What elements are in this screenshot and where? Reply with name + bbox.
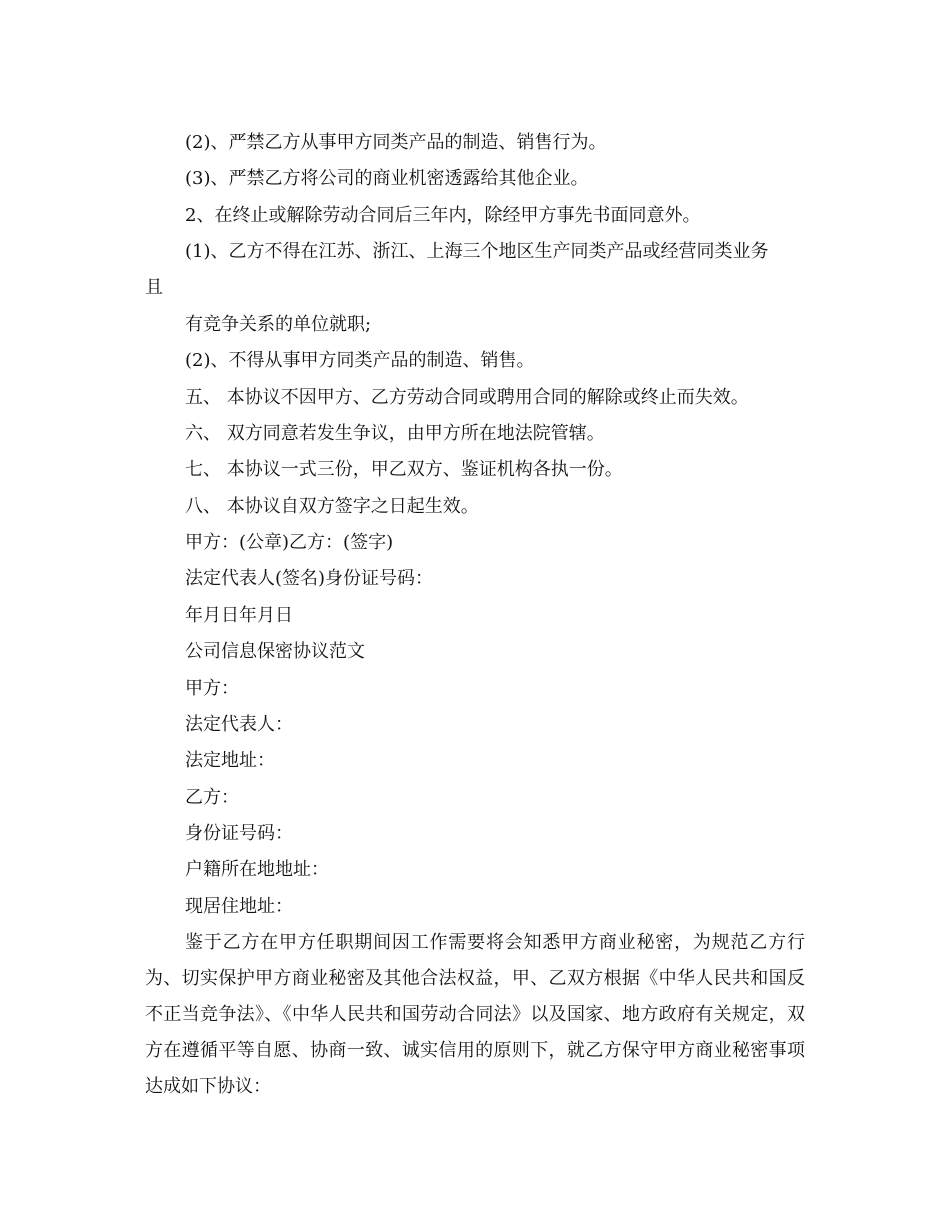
- party-field: 法定地址：: [185, 750, 275, 771]
- party-field: 法定代表人：: [185, 714, 293, 735]
- clause-line: 六、 双方同意若发生争议，由甲方所在地法院管辖。: [185, 423, 605, 444]
- clause-line: 2、在终止或解除劳动合同后三年内，除经甲方事先书面同意外。: [185, 205, 701, 226]
- preamble-paragraph: 鉴于乙方在甲方任职期间因工作需要将会知悉甲方商业秘密，为规范乙方行为、切实保护甲方商业秘密及其他合法权益，甲、乙双方根据《中华人民共和国反不正当竞争法》、《中华人民共和国劳动合同法》以及国家、地方政府有关规定，双方在遵循平等自愿、协商一致、诚实信用的原则下，就乙方保守甲方商业秘密事项达成如下协议：: [145, 932, 805, 1097]
- signature-line: 甲方：(公章)乙方：(签字): [185, 532, 394, 553]
- clause-line: 七、 本协议一式三份，甲乙双方、鉴证机构各执一份。: [185, 459, 623, 480]
- party-field: 乙方：: [185, 787, 239, 808]
- date-line: 年月日年月日: [185, 605, 293, 626]
- clause-line: (3)、严禁乙方将公司的商业机密透露给其他企业。: [185, 168, 589, 189]
- clause-line: (2)、不得从事甲方同类产品的制造、销售。: [185, 350, 535, 371]
- clause-line: (1)、乙方不得在江苏、浙江、上海三个地区生产同类产品或经营同类业务: [185, 241, 769, 262]
- clause-line: 五、 本协议不因甲方、乙方劳动合同或聘用合同的解除或终止而失效。: [185, 387, 749, 408]
- clause-line: 且: [145, 277, 163, 298]
- document-heading: 公司信息保密协议范文: [185, 641, 365, 662]
- clause-line: (2)、严禁乙方从事甲方同类产品的制造、销售行为。: [185, 132, 607, 153]
- signature-line: 法定代表人(签名)身份证号码：: [185, 568, 434, 589]
- clause-line: 有竞争关系的单位就职;: [185, 314, 372, 335]
- clause-line: 八、 本协议自双方签字之日起生效。: [185, 496, 479, 517]
- party-field: 身份证号码：: [185, 823, 293, 844]
- party-field: 甲方：: [185, 678, 239, 699]
- party-field: 户籍所在地地址：: [185, 859, 329, 880]
- party-field: 现居住地址：: [185, 896, 293, 917]
